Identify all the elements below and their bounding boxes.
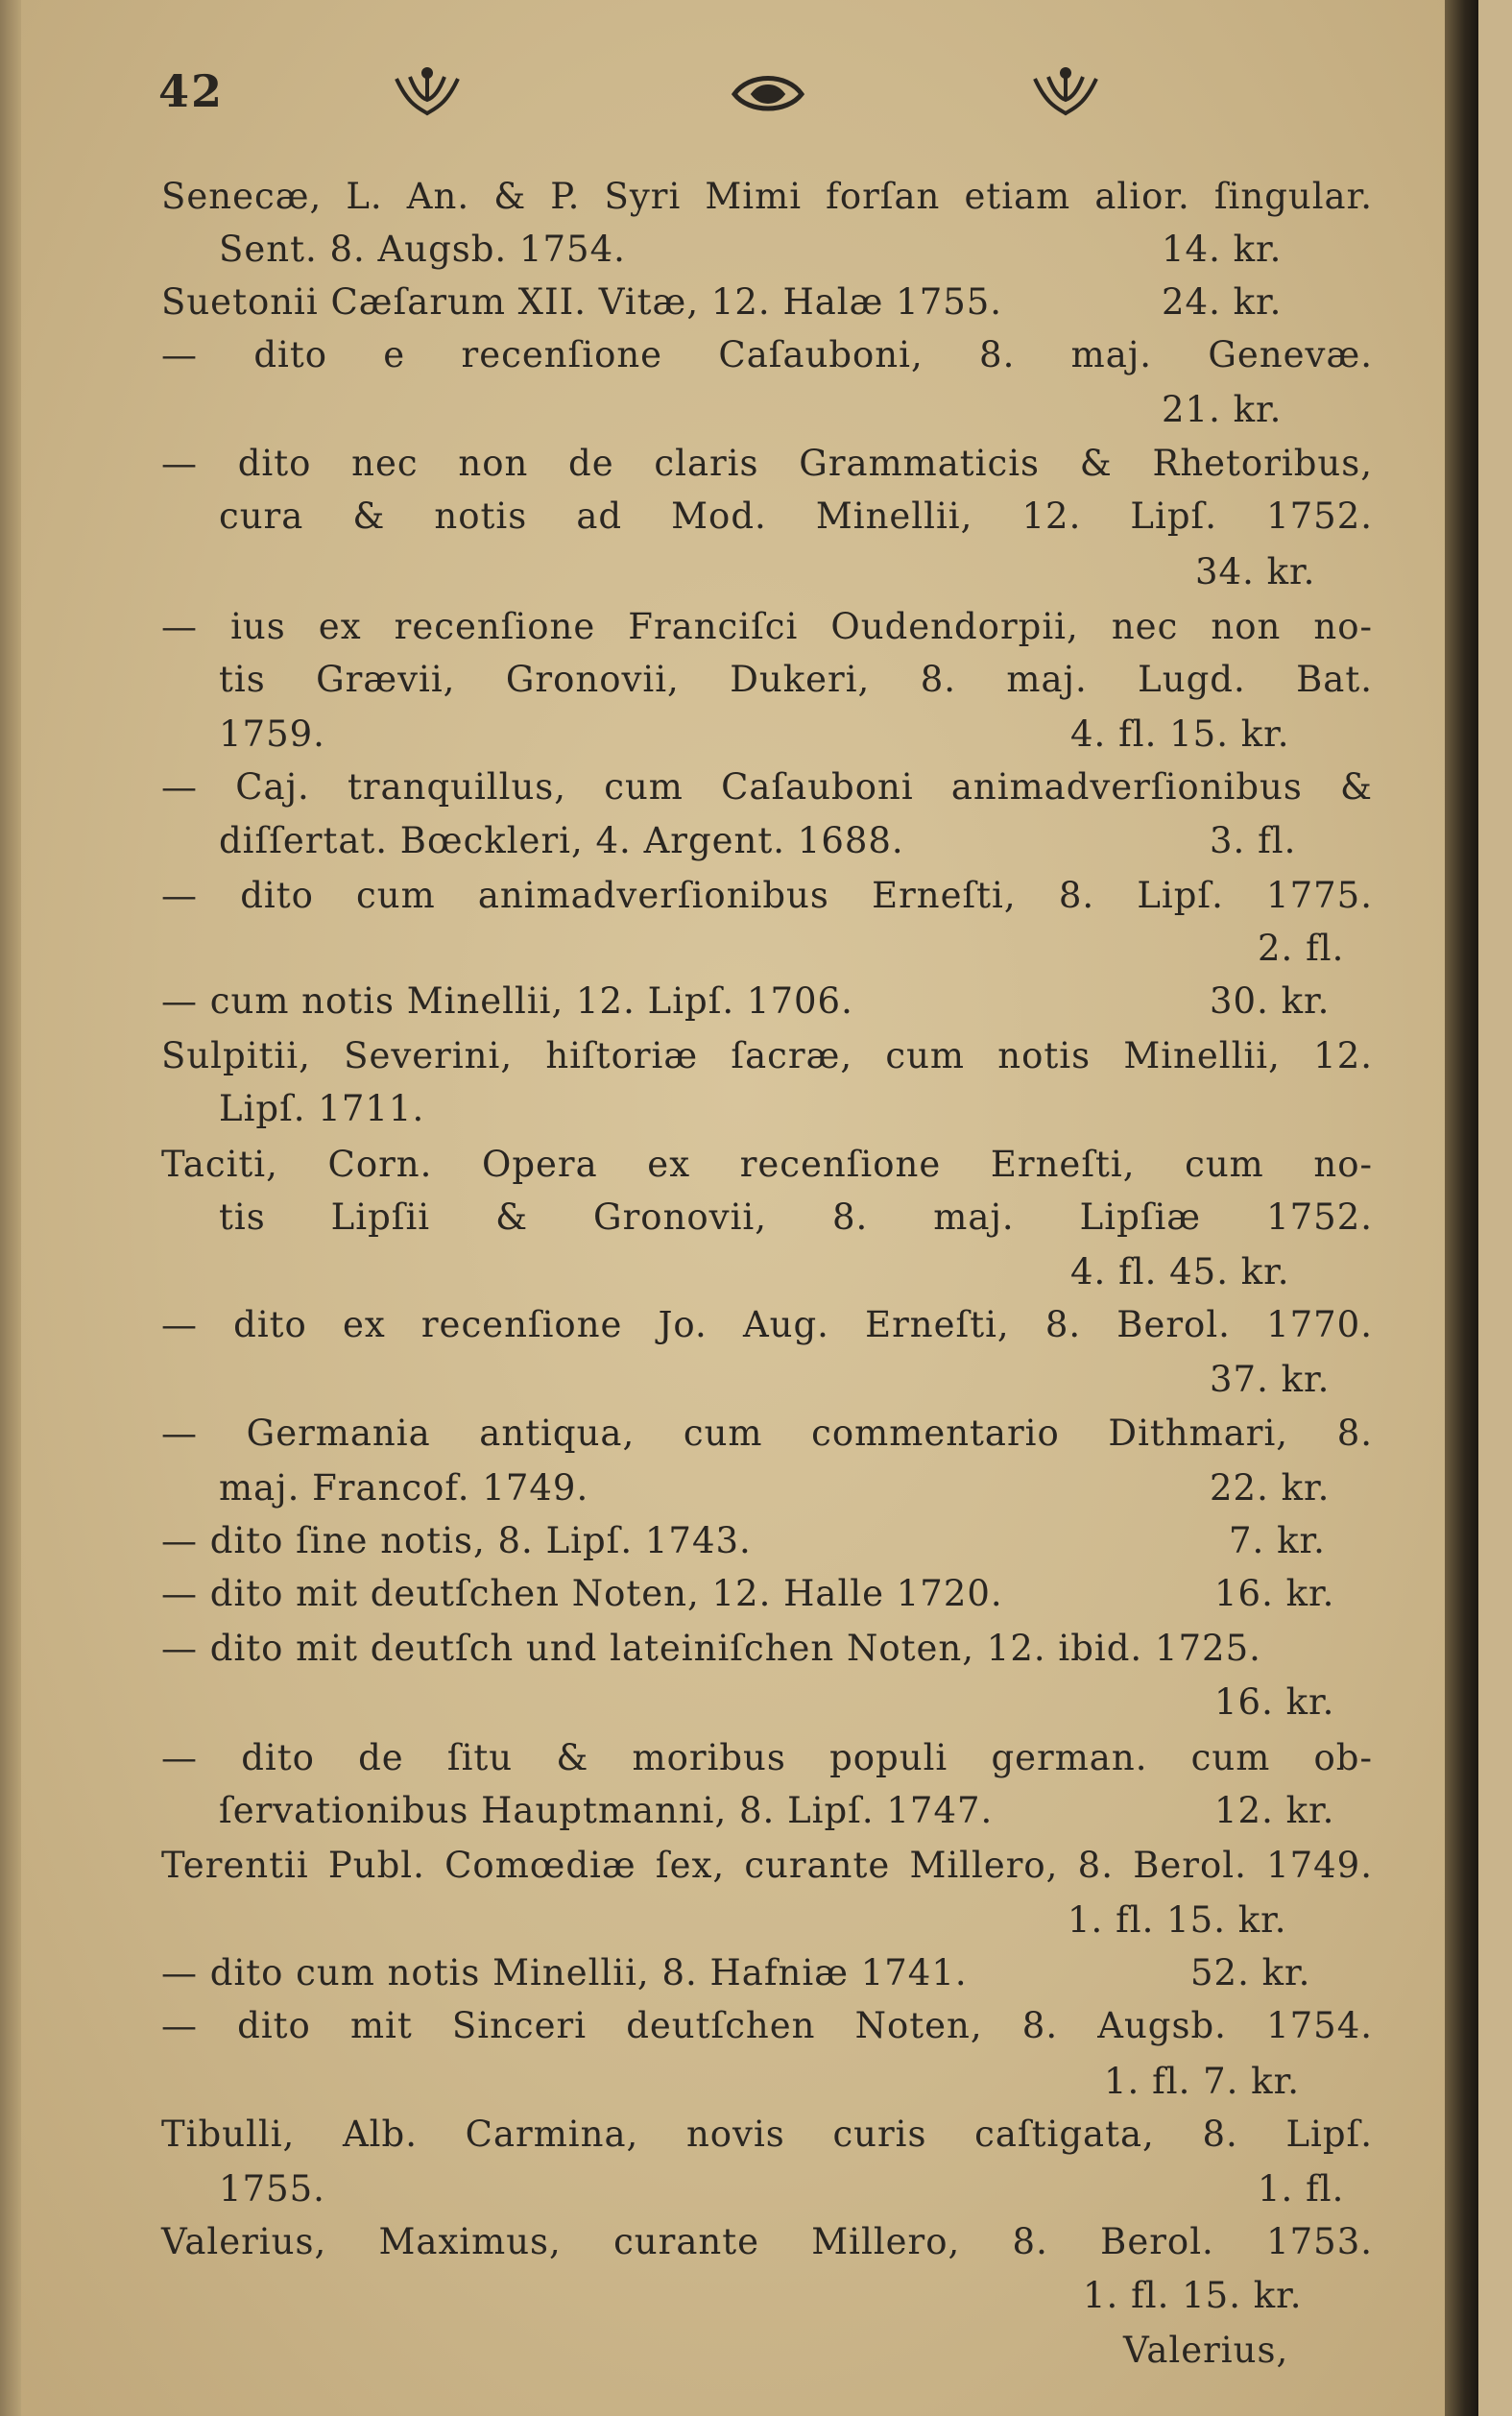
entry-line: tis Grævii, Gronovii, Dukeri, 8. maj. Lugd. Bat. xyxy=(219,659,1373,700)
entry-line: Sent. 8. Augsb. 1754. xyxy=(219,229,626,270)
entry-line: Senecæ, L. An. & P. Syri Mimi forſan etiam alior. ſingular. xyxy=(161,176,1373,217)
entry-line: Taciti, Corn. Opera ex recenſione Erneſti, cum no- xyxy=(161,1144,1373,1185)
entry-price: 3. fl. xyxy=(1210,820,1297,861)
entry-price: 7. kr. xyxy=(1229,1520,1326,1561)
entry-line: — Caj. tranquillus, cum Caſauboni animadverſionibus & xyxy=(161,766,1373,808)
entry-line: Valerius, Maximus, curante Millero, 8. Berol. 1753. xyxy=(161,2221,1373,2262)
entry-price: 12. kr. xyxy=(1214,1790,1335,1831)
entry-line: cura & notis ad Mod. Minellii, 12. Lipſ. 1752. xyxy=(219,495,1373,537)
entry-price: 52. kr. xyxy=(1190,1952,1311,1993)
entry-line: — cum notis Minellii, 12. Lipſ. 1706. xyxy=(161,980,853,1022)
entry-price: 22. kr. xyxy=(1210,1467,1331,1509)
page-number: 42 xyxy=(158,65,225,117)
entry-line: — dito nec non de claris Grammaticis & Rhetoribus, xyxy=(161,443,1373,484)
entry-line: ſervationibus Hauptmanni, 8. Lipſ. 1747. xyxy=(219,1790,994,1831)
entry-line: 1759. xyxy=(219,713,325,755)
entry-price: 37. kr. xyxy=(1210,1359,1331,1400)
entry-line: — dito mit Sinceri deutſchen Noten, 8. Augsb. 1754. xyxy=(161,2005,1373,2046)
entry-line: — ius ex recenſione Franciſci Oudendorpii, nec non no- xyxy=(161,606,1373,647)
entry-price: 1. fl. xyxy=(1258,2168,1345,2210)
entry-line: — dito ex recenſione Jo. Aug. Erneſti, 8. Berol. 1770. xyxy=(161,1304,1373,1345)
entry-line: 1755. xyxy=(219,2168,325,2210)
entry-line: — dito cum notis Minellii, 8. Hafniæ 1741. xyxy=(161,1952,968,1993)
entry-line: — Germania antiqua, cum commentario Dithmari, 8. xyxy=(161,1413,1373,1454)
entry-price: 1. fl. 7. kr. xyxy=(1104,2061,1300,2102)
entry-line: — dito mit deutſch und lateiniſchen Noten, 12. ibid. 1725. xyxy=(161,1628,1261,1669)
entry-line: Sulpitii, Severini, hiſtoriæ ſacræ, cum notis Minellii, 12. xyxy=(161,1035,1373,1076)
entry-line: tis Lipſii & Gronovii, 8. maj. Lipſiæ 1752. xyxy=(219,1196,1373,1238)
entry-line: Terentii Publ. Comœdiæ ſex, curante Millero, 8. Berol. 1749. xyxy=(161,1845,1373,1886)
entry-line: maj. Francof. 1749. xyxy=(219,1467,589,1509)
entry-line: — dito de ſitu & moribus populi german. cum ob- xyxy=(161,1737,1373,1778)
entry-line: Tibulli, Alb. Carmina, novis curis caſtigata, 8. Lipſ. xyxy=(161,2114,1373,2155)
entry-price: 24. kr. xyxy=(1162,281,1283,323)
entry-line: — dito ſine notis, 8. Lipſ. 1743. xyxy=(161,1520,752,1561)
entry-price: 4. fl. 45. kr. xyxy=(1070,1251,1290,1293)
entry-line: diſſertat. Bœckleri, 4. Argent. 1688. xyxy=(219,820,904,861)
entry-line: Lipſ. 1711. xyxy=(219,1088,425,1129)
entry-price: 14. kr. xyxy=(1162,229,1283,270)
entry-price: 16. kr. xyxy=(1214,1573,1335,1614)
entry-price: 4. fl. 15. kr. xyxy=(1070,713,1290,755)
entry-price: 2. fl. xyxy=(1258,928,1345,969)
entry-line: — dito mit deutſchen Noten, 12. Halle 1720. xyxy=(161,1573,1003,1614)
entry-line: — dito cum animadverſionibus Erneſti, 8. Lipſ. 1775. xyxy=(161,875,1373,916)
entry-price: 34. kr. xyxy=(1195,551,1316,592)
entry-price: 1. fl. 15. kr. xyxy=(1083,2275,1303,2316)
entry-line: Suetonii Cæſarum XII. Vitæ, 12. Halæ 1755. xyxy=(161,281,1003,323)
catchword: Valerius, xyxy=(1123,2330,1289,2371)
entry-price: 21. kr. xyxy=(1162,389,1283,430)
entry-line: — dito e recenſione Caſauboni, 8. maj. Genevæ. xyxy=(161,334,1373,375)
entry-price: 1. fl. 15. kr. xyxy=(1068,1899,1287,1941)
entry-price: 30. kr. xyxy=(1210,980,1331,1022)
entry-price: 16. kr. xyxy=(1214,1681,1335,1723)
